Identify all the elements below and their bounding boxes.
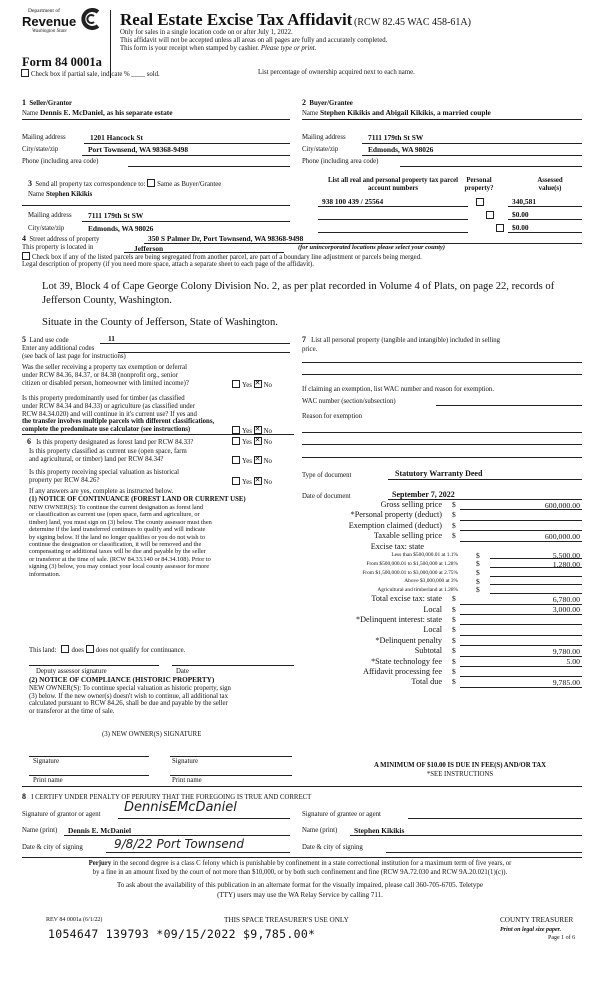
- tax-row-value[interactable]: 5,500.00: [552, 551, 580, 561]
- q-line: the transfer involves multiple parcels with different classifications,: [22, 418, 215, 426]
- section-number: 7: [302, 335, 306, 344]
- q-line: Is this property classified as current use (open space, farm: [29, 448, 187, 455]
- notice-line: signing (3) below, you may contact your local county assessor for more: [29, 563, 210, 571]
- tax-row-label: Local: [423, 625, 442, 635]
- forest-yes-no[interactable]: [232, 437, 272, 446]
- paper-note: Print on legal size paper.: [500, 927, 562, 933]
- field-label: Reason for exemption: [302, 413, 363, 420]
- notice-line: by signing below. If the land no longer qualifies or you do not wish to: [29, 533, 206, 541]
- tax-row-value[interactable]: 6,780.00: [552, 594, 580, 604]
- buyer-phone-field[interactable]: [400, 166, 582, 167]
- rule: [362, 143, 582, 144]
- assessed-value[interactable]: $0.00: [512, 210, 529, 219]
- reason-field[interactable]: [302, 457, 582, 458]
- notice-line: or classification as current use (open space, farm and agriculture, or: [29, 511, 200, 519]
- rule: [350, 835, 582, 836]
- field-label: Name: [28, 191, 45, 198]
- header-note: [120, 45, 316, 52]
- no-label: No: [263, 428, 272, 435]
- perjury-line: Perjury in the second degree is a class C felony which is punishable by confinement in a state correctional institution for a maximum term of five years, or: [88, 860, 512, 867]
- treasurer-use-label: THIS SPACE TREASURER'S USE ONLY: [224, 916, 349, 924]
- county-treasurer-label: COUNTY TREASURER: [500, 916, 574, 924]
- reason-field[interactable]: [302, 444, 582, 445]
- no-checkbox[interactable]: [254, 426, 262, 434]
- owner-print-name-field[interactable]: [170, 775, 292, 776]
- grantee-name[interactable]: Stephen Kikikis: [354, 826, 405, 835]
- logo-state: Washington State: [32, 29, 67, 34]
- ownership-note: List percentage of ownership acquired next to each name.: [258, 69, 415, 76]
- section-number: 2: [302, 98, 306, 107]
- same-as-buyer-checkbox[interactable]: [147, 179, 155, 187]
- land-use-code[interactable]: 11: [108, 334, 115, 343]
- no-label: No: [263, 382, 272, 389]
- rule: [64, 835, 290, 836]
- field-label: Land use code: [29, 337, 69, 344]
- property-county[interactable]: Jefferson: [134, 244, 164, 253]
- yes-checkbox[interactable]: [232, 477, 240, 485]
- tax-row-value[interactable]: 3,000.00: [552, 605, 580, 614]
- does-not-checkbox[interactable]: [86, 645, 94, 653]
- property-street[interactable]: 350 S Palmer Dr, Port Townsend, WA 98368-9498: [148, 234, 304, 243]
- currency-symbol: $: [452, 625, 456, 635]
- rule: [508, 232, 582, 233]
- wac-field[interactable]: [436, 405, 582, 406]
- rule: [106, 852, 290, 853]
- q-line: Was the seller receiving a property tax exemption or deferral: [22, 364, 187, 371]
- field-label: Deputy assessor signature: [36, 668, 107, 675]
- field-label: Mailing address: [22, 134, 66, 141]
- section-label: Buyer/Grantee: [309, 100, 353, 107]
- tax-row-label: Local: [423, 604, 442, 614]
- name-value: Stephen Kikikis: [45, 191, 93, 198]
- currency-symbol: $: [452, 635, 456, 645]
- tax-field-line: [460, 520, 582, 521]
- q-line: Is this property designated as forest land per RCW 84.33?: [36, 439, 194, 446]
- q-line: citizen or disabled person, homeowner with limited income)?: [22, 379, 189, 387]
- currency-symbol: $: [476, 559, 480, 569]
- rule: [118, 818, 290, 819]
- tax-field-line: [460, 509, 582, 510]
- field-label: Date & city of signing: [22, 844, 83, 851]
- tax-row-label: Subtotal: [414, 646, 442, 656]
- field-label: Name (print): [302, 827, 338, 834]
- current-use-question: [29, 448, 187, 464]
- notice1-title: (1) NOTICE OF CONTINUANCE (FOREST LAND OR CURRENT USE): [29, 496, 246, 503]
- section-label: Seller/Grantor: [29, 100, 73, 107]
- yes-checkbox[interactable]: [232, 437, 240, 445]
- field-label: Phone (including area code): [302, 158, 379, 165]
- continuance: [29, 645, 185, 654]
- tax-row-label: Agricultural and timberland at 1.28%: [377, 586, 458, 593]
- tax-row-label: *Personal property (deduct): [350, 510, 442, 520]
- logo-dept: Department of: [28, 8, 60, 14]
- section-label: Send all property tax correspondence to:: [35, 181, 146, 188]
- rule: [22, 434, 294, 435]
- tax-row-label: From $1,500,000.01 to $3,000,000 at 2.75%: [362, 569, 458, 576]
- currency-symbol: $: [476, 550, 480, 560]
- tax-field-line: [460, 614, 582, 615]
- tax-row-label: *Delinquent interest: state: [356, 614, 442, 624]
- rule: [84, 143, 290, 144]
- exempt-note: If claiming an exemption, list WAC number and reason for exemption.: [302, 386, 495, 393]
- no-checkbox[interactable]: [254, 437, 262, 445]
- rule: [362, 155, 582, 156]
- grantor-signature[interactable]: DennisEMcDaniel: [124, 800, 237, 815]
- field-label: Name: [302, 110, 319, 117]
- treasurer-stamp: 1054647 139793 *09/15/2022 $9,785.00*: [48, 927, 316, 941]
- field-label: City/state/zip: [302, 146, 339, 153]
- currency-symbol: $: [452, 614, 456, 624]
- q-line: complete the predominate use calculator (see instructions): [22, 426, 191, 434]
- field-label: Signature: [33, 758, 60, 765]
- no-checkbox[interactable]: [254, 456, 262, 464]
- seller-heading: [22, 98, 72, 107]
- yes-checkbox[interactable]: [232, 426, 240, 434]
- page-number: Page 1 of 6: [548, 935, 576, 941]
- tax-row-value[interactable]: 600,000.00: [544, 500, 580, 510]
- notice-line: continue the designation or classification, it will be removed and the: [29, 541, 202, 549]
- personal-property-checkbox[interactable]: [486, 211, 494, 219]
- currency-symbol: $: [452, 666, 456, 676]
- field-note: (see back of last page for instructions): [22, 353, 126, 360]
- grantee-date-field[interactable]: [386, 852, 582, 853]
- currency-symbol: $: [452, 531, 456, 541]
- current-use-yes-no[interactable]: [232, 456, 272, 465]
- notice1-text: [29, 504, 212, 578]
- field-label: City/state/zip: [28, 225, 65, 232]
- exemption-question: [22, 364, 189, 387]
- rule: [22, 205, 290, 206]
- tax-row-label: *State technology fee: [371, 656, 442, 666]
- yes-checkbox[interactable]: [232, 456, 240, 464]
- yes-label: Yes: [242, 479, 252, 486]
- tax-row-label: Gross selling price: [380, 500, 442, 509]
- notice-line: information.: [29, 570, 61, 578]
- grantor-date-city[interactable]: 9/8/22 Port Townsend: [114, 837, 244, 851]
- tax-row-label: *Delinquent penalty: [375, 635, 442, 645]
- rule: [302, 119, 582, 120]
- see-instructions: *SEE INSTRUCTIONS: [426, 771, 494, 778]
- no-checkbox[interactable]: [254, 380, 262, 388]
- currency-symbol: $: [452, 510, 456, 520]
- owner-signature-field[interactable]: [29, 756, 149, 757]
- field-label: Street address of property: [29, 236, 100, 243]
- tax-field-line: [490, 576, 582, 577]
- section-number: 4: [22, 234, 26, 243]
- tax-field-line: [490, 584, 582, 585]
- perjury-line: by a fine in an amount fixed by the court of not more than $10,000, or by both such confinement and fine (RCW 9A.72.030 and RCW 9A.20.021(1)(c)).: [92, 868, 508, 876]
- rule: [82, 221, 290, 222]
- perjury-notice: [0, 860, 600, 877]
- section-number: 1: [22, 98, 26, 107]
- does-not-label: does not qualify for continuance.: [95, 647, 186, 654]
- grantee-signature-field[interactable]: [408, 818, 582, 819]
- additional-codes-field[interactable]: [118, 352, 290, 353]
- header-divider: [110, 10, 111, 78]
- personal-property-checkbox[interactable]: [496, 224, 504, 232]
- if-yes-note: If any answers are yes, complete as instructed below.: [29, 488, 174, 495]
- tax-row-label: Exemption claimed (deduct): [348, 520, 442, 530]
- seller-name: Dennis E. McDaniel, as his separate estate: [39, 108, 173, 117]
- personal-heading: [302, 335, 500, 344]
- field-label: Name (print): [22, 827, 58, 834]
- owner-print-name-field[interactable]: [29, 775, 149, 776]
- currency-symbol: $: [452, 646, 456, 656]
- notice-line: or transferor at the time of sale.: [29, 707, 115, 715]
- no-label: No: [263, 458, 272, 465]
- yes-checkbox[interactable]: [232, 380, 240, 388]
- certify-title: I CERTIFY UNDER PENALTY OF PERJURY THAT THE FOREGOING IS TRUE AND CORRECT: [31, 794, 312, 801]
- no-label: No: [263, 439, 272, 446]
- correspondence-city[interactable]: Edmonds, WA 98026: [88, 224, 154, 233]
- same-as-buyer-label: Same as Buyer/Grantee: [157, 181, 222, 188]
- notice-line: calculated pursuant to RCW 84.26, shall be due and payable by the seller: [29, 700, 228, 708]
- q-line: and agricultural, or timber) land per RCW 84.34?: [29, 455, 164, 463]
- logo-name: Revenue: [22, 14, 77, 29]
- notice-line: NEW OWNER(S): To continue the current designation as forest land: [29, 504, 204, 511]
- form-number: Form 84 0001a: [22, 55, 102, 69]
- forest-q1: [27, 437, 193, 446]
- buyer-city[interactable]: Edmonds, WA 98026: [368, 145, 434, 154]
- field-label: Print name: [33, 777, 63, 784]
- field-label: Signature of grantee or agent: [302, 811, 381, 818]
- rule: [318, 232, 468, 233]
- tax-row-label: From $500,000.01 to $1,500,000 at 1.28%: [366, 560, 458, 567]
- partial-sale-checkbox[interactable]: [21, 69, 29, 77]
- notice-line: timber) land, you must sign on (3) below. The county assessor must then: [29, 518, 212, 526]
- historical-question: [29, 469, 179, 485]
- no-checkbox[interactable]: [254, 477, 262, 485]
- does-label: does: [71, 647, 84, 654]
- tax-row-value[interactable]: 1,280.00: [552, 559, 580, 569]
- note-text: This form is your receipt when stamped by cashier.: [120, 45, 260, 52]
- currency-symbol: $: [452, 520, 456, 530]
- personal-property-checkbox[interactable]: [476, 198, 484, 206]
- tax-row-label: Total excise tax: state: [371, 594, 442, 604]
- parcel-number[interactable]: 938 100 439 / 25564: [322, 197, 384, 206]
- tax-field-line: [460, 624, 582, 625]
- deputy-date-field[interactable]: [172, 665, 294, 666]
- field-label: Date & city of signing: [302, 844, 363, 851]
- segregated: [22, 252, 422, 261]
- field-label: Phone (including area code): [22, 158, 99, 165]
- title-text: Real Estate Excise Tax Affidavit: [120, 10, 353, 29]
- historical-yes-no[interactable]: [232, 477, 272, 486]
- notice3-title: (3) NEW OWNER(S) SIGNATURE: [102, 731, 202, 738]
- q-line: under RCW 84.36, 84.37, or 84.38 (nonprofit org., senior: [22, 371, 178, 379]
- tax-row-label: Total due: [411, 677, 442, 687]
- rule: [22, 119, 290, 120]
- q-line: Is this property predominantly used for timber (as classified: [22, 395, 185, 402]
- buyer-mailing[interactable]: 7111 179th St SW: [368, 133, 424, 142]
- buyer-name: Stephen Kikikis and Abigail Kikikis, a married couple: [319, 108, 491, 117]
- currency-symbol: $: [476, 576, 480, 586]
- minimum-note: A MINIMUM OF $10.00 IS DUE IN FEE(S) AND/OR TAX: [373, 762, 547, 769]
- tax-row-label: Taxable selling price: [373, 531, 442, 541]
- field-label: Signature: [172, 758, 199, 765]
- tax-row-label: Less than $500,000.01 at 1.1%: [391, 552, 458, 559]
- notice2-title: (2) NOTICE OF COMPLIANCE (HISTORIC PROPERTY): [29, 676, 215, 684]
- access-line: (TTY) users may use the WA Relay Service by calling 711.: [217, 890, 383, 899]
- segregated-checkbox[interactable]: [22, 252, 30, 260]
- correspondence-name[interactable]: [28, 191, 92, 198]
- seller-city[interactable]: Port Townsend, WA 98368-9498: [88, 145, 189, 154]
- tax-field-line: [460, 687, 582, 688]
- currency-symbol: $: [452, 656, 456, 666]
- field-label: This land:: [29, 647, 57, 654]
- partial-sale-label: Check box if partial sale, indicate % ____ sold.: [31, 71, 160, 78]
- section-number: 8: [22, 792, 26, 801]
- rule: [318, 219, 468, 220]
- rule: [22, 786, 582, 787]
- seller-mailing[interactable]: 1201 Hancock St: [90, 133, 143, 142]
- accessibility-notice: [0, 881, 600, 900]
- currency-symbol: $: [476, 585, 480, 595]
- street-address: [22, 234, 99, 243]
- field-label: Enter any additional codes: [22, 345, 95, 352]
- assessed-value[interactable]: 340,581: [512, 197, 537, 206]
- yes-label: Yes: [242, 428, 252, 435]
- section-number: 5: [22, 335, 26, 344]
- notice-line: (3) below. If the new owner(s) doesn't wish to continue, all additional tax: [29, 692, 228, 700]
- correspondence-heading: [28, 179, 221, 188]
- correspondence-mailing[interactable]: 7111 179th St SW: [88, 211, 144, 220]
- yes-label: Yes: [242, 382, 252, 389]
- notice-line: compensating or additional taxes will be due and payable by the seller: [29, 548, 206, 556]
- field-label: Type of document: [302, 472, 352, 479]
- section-label: List all personal property (tangible and intangible) included in selling: [311, 337, 501, 344]
- field-label: Mailing address: [302, 134, 346, 141]
- personal-property-field[interactable]: [302, 374, 582, 375]
- tax-field-line: [460, 666, 582, 667]
- field-label: This property is located in: [22, 244, 94, 251]
- field-label: Date of document: [302, 493, 351, 500]
- tax-row-value[interactable]: 9,780.00: [552, 646, 580, 656]
- rule: [508, 206, 582, 207]
- rule: [82, 155, 290, 156]
- segregated-label: Check box if any of the listed parcels are being segregated from another parcel, are part of a boundary line adjustment or parcels being merged.: [32, 254, 422, 261]
- revision-label: REV 84 0001a (6/1/22): [46, 917, 103, 923]
- section-label: price.: [302, 346, 318, 353]
- assessed-value[interactable]: $0.00: [512, 223, 529, 232]
- legal-label: Legal description of property (if you need more space, attach a separate sheet to each page of the affidavit).: [22, 261, 315, 268]
- currency-symbol: $: [452, 604, 456, 614]
- tax-row-label: Affidavit processing fee: [363, 666, 442, 676]
- tax-field-line: [460, 635, 582, 636]
- tax-field-line: [460, 541, 582, 542]
- document-date[interactable]: September 7, 2022: [392, 490, 455, 499]
- county-note: (for unincorporated locations please select your county): [298, 244, 445, 251]
- header-note: Only for sales in a single location code on or after July 1, 2022.: [120, 29, 293, 36]
- parcel-header: List all real and personal property tax parcel account numbers: [327, 177, 459, 192]
- does-checkbox[interactable]: [61, 645, 69, 653]
- grantor-name[interactable]: Dennis E. McDaniel: [68, 826, 132, 835]
- q-line: property per RCW 84.26?: [29, 476, 100, 484]
- tax-row-label: Excise tax: state: [370, 541, 424, 551]
- notice2-text: [29, 685, 231, 715]
- notice-line: or transferor at the time of sale. (RCW 84.33.140 or 84.34.108). Prior to: [29, 555, 211, 563]
- currency-symbol: $: [452, 677, 456, 687]
- field-label: Signature of grantor or agent: [22, 811, 101, 818]
- seller-name-field[interactable]: [22, 108, 173, 117]
- rule: [508, 219, 582, 220]
- tax-row-value[interactable]: 5.00: [566, 657, 580, 666]
- header-note: This affidavit will not be accepted unless all areas on all pages are fully and accurately completed.: [120, 37, 388, 44]
- tax-row-value[interactable]: 9,785.00: [552, 677, 580, 687]
- section-number: 3: [28, 179, 32, 188]
- exemption-yes-no[interactable]: [232, 380, 272, 389]
- situate-text: Situate in the County of Jefferson, State of Washington.: [42, 317, 278, 328]
- document-type[interactable]: Statutory Warranty Deed: [395, 469, 483, 478]
- note-italic: Please type or print.: [260, 45, 317, 52]
- notice-line: determine if the land transferred continues to qualify and will indicate: [29, 526, 206, 534]
- q-line: under RCW 84.34 and 84.33) or agriculture (as classified under: [22, 402, 195, 410]
- partial-sale: [21, 69, 160, 78]
- no-label: No: [263, 479, 272, 486]
- yes-label: Yes: [242, 439, 252, 446]
- land-use: [22, 335, 69, 344]
- section-number: 6: [27, 437, 31, 446]
- rule: [22, 857, 582, 858]
- owner-signature-field[interactable]: [170, 756, 292, 757]
- buyer-heading: [302, 98, 353, 107]
- deputy-signature-field[interactable]: [29, 665, 159, 666]
- title-ref: (RCW 82.45 WAC 458-61A): [354, 17, 471, 28]
- value-header: Assessed value(s): [537, 177, 563, 192]
- rule: [100, 343, 290, 344]
- field-label: Print name: [172, 777, 202, 784]
- access-line: To ask about the availability of this publication in an alternate format for the visually impaired, please call 360-705-6705. Teletype: [116, 881, 484, 889]
- field-label: Name: [22, 110, 39, 117]
- field-label: Date: [176, 668, 189, 675]
- field-label: City/state/zip: [22, 146, 59, 153]
- reason-field[interactable]: [302, 432, 582, 433]
- personal-property-field[interactable]: [302, 362, 582, 363]
- buyer-name-field[interactable]: [302, 108, 491, 117]
- yes-label: Yes: [242, 458, 252, 465]
- tax-field-line: [460, 656, 582, 657]
- field-label: Mailing address: [28, 212, 72, 219]
- tax-row-value[interactable]: 600,000.00: [544, 531, 580, 541]
- tax-row-label: Above $3,000,000 at 3%: [404, 578, 458, 585]
- personal-header: Personal property?: [464, 177, 494, 192]
- q-line: Is this property receiving special valuation as historical: [29, 469, 180, 476]
- revenue-logo-icon: [80, 8, 100, 30]
- perjury-text: in the second degree is a class C felony which is punishable by confinement in a state correctional institution for a maximum term of five years, or: [112, 860, 512, 867]
- notice-line: NEW OWNER(S): To continue special valuation as historic property, sign: [29, 685, 231, 692]
- timber-question: [22, 395, 214, 434]
- currency-symbol: $: [452, 500, 456, 509]
- q-line: RCW 84.34.020) and will continue in it's current use? If yes and: [22, 410, 197, 418]
- legal-description: Lot 39, Block 4 of Cape George Colony Division No. 2, as per plat recorded in Volume 4 of Plats, on page 22, records of Jefferson County, Washington.: [42, 281, 555, 306]
- currency-symbol: $: [476, 568, 480, 577]
- rule: [388, 479, 582, 480]
- field-label: WAC number (section/subsection): [302, 398, 396, 405]
- rule: [318, 206, 468, 207]
- seller-phone-field[interactable]: [128, 166, 290, 167]
- currency-symbol: $: [452, 594, 456, 604]
- form-title: [120, 10, 471, 30]
